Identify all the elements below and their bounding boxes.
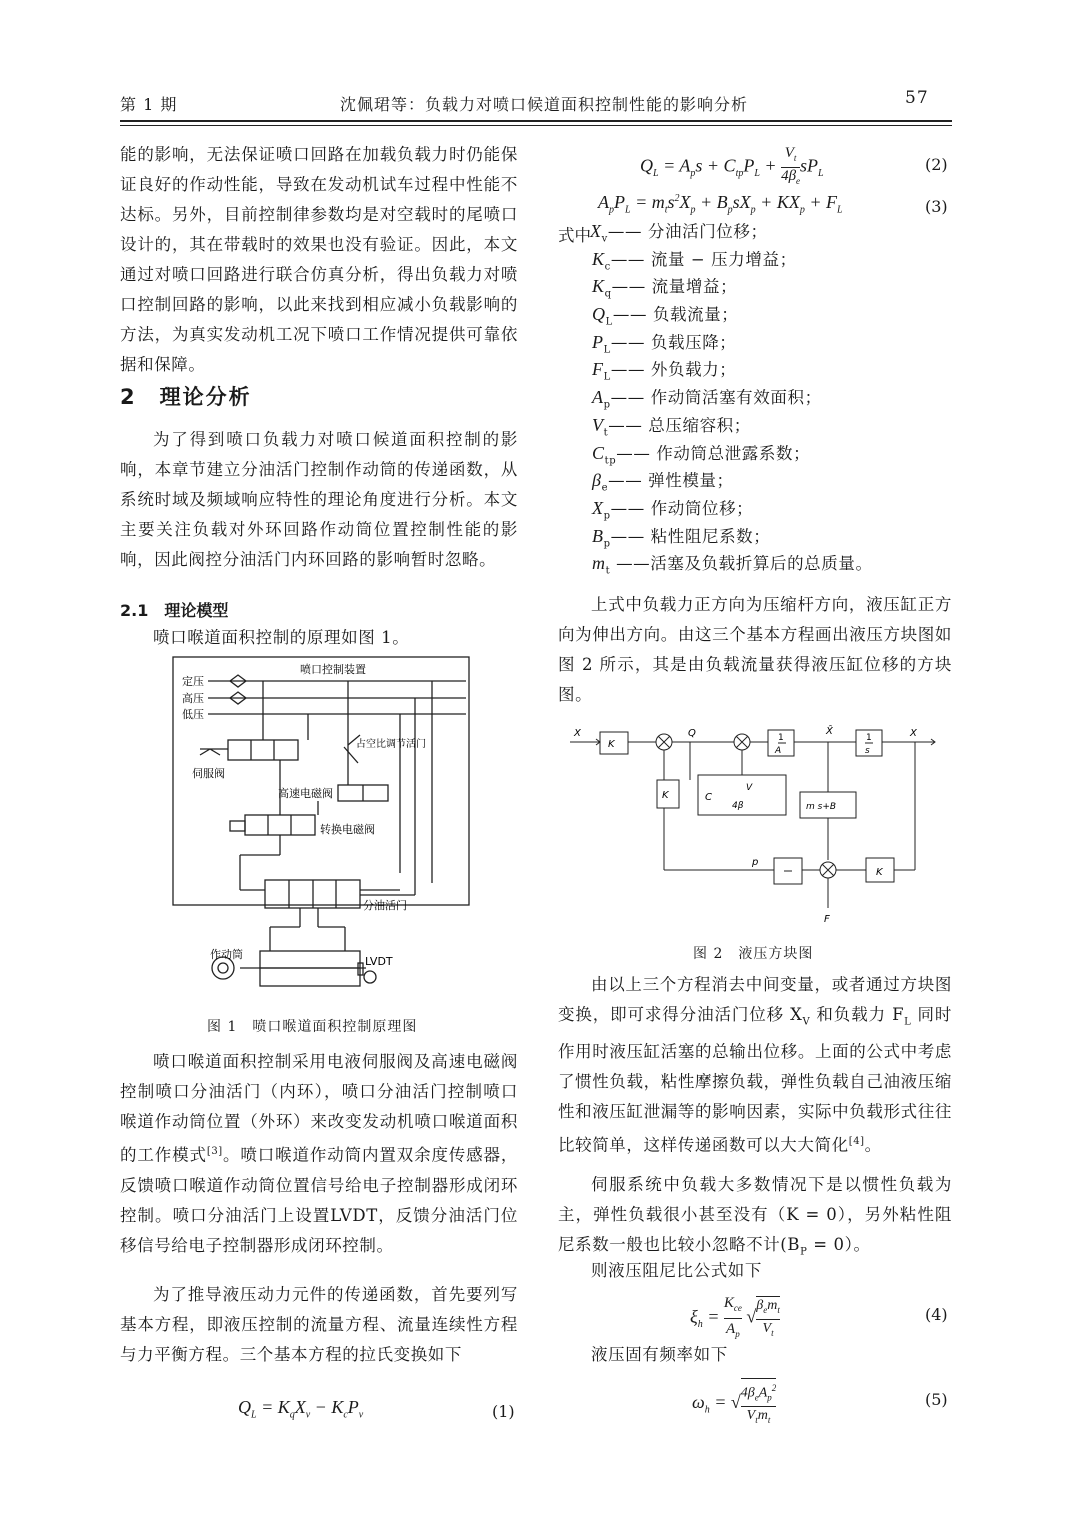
figure-1-schematic [170, 655, 475, 1005]
symbol-item [558, 523, 873, 551]
figure-2-caption: 图 2 液压方块图 [693, 946, 814, 962]
xv-label: X [574, 728, 581, 739]
equation-4-number: (4) [925, 1305, 948, 1324]
symbol-desc: —— 作动筒位移； [610, 498, 754, 518]
symbol-sub: p [603, 537, 611, 549]
equation-3-number: (3) [925, 197, 948, 216]
split-valve-label: 分油活门 [363, 899, 407, 912]
symbol: C [592, 442, 605, 463]
symbol: A [592, 387, 604, 408]
subscript: V [802, 1016, 811, 1028]
symbol-sub: p [603, 399, 611, 411]
symbol: K [592, 248, 605, 269]
symbol-desc: ——活塞及负载折算后的总质量。 [610, 554, 873, 574]
left-para-5 [120, 1280, 518, 1370]
one-s-num: 1 [866, 733, 872, 743]
pl-label: p [752, 857, 759, 868]
paragraph: 为了得到喷口负载力对喷口候道面积控制的影响，本章节建立分油活门控制作动筒的传递函数，从系统时域及频域响应特性的理论角度进行分析。本文主要关注负载对外环回路作动筒位置控制性能的影响，因此阀控分油活门内环回路的影响暂时忽略。 [120, 430, 518, 569]
header-rule-thin [120, 125, 952, 126]
symbol: Q [592, 304, 606, 325]
ctp-label: C [705, 792, 712, 803]
symbol-list [558, 218, 873, 578]
equation-1-number: (1) [492, 1402, 515, 1421]
symbol-desc: —— 负载流量； [612, 305, 739, 325]
symbol-item [558, 246, 873, 274]
paragraph-text: = 0）。 [807, 1235, 871, 1254]
running-title: 沈佩珺等：负载力对喷口候道面积控制性能的影响分析 [340, 95, 749, 114]
ms-label: m s+B [806, 802, 837, 812]
equation-2: $Q_L = A_ps + C_{tp}P_L$ + $\frac{V_t}{4\beta_e}$ $sP_L$ [640, 145, 824, 186]
right-para-7 [558, 970, 952, 1161]
equation-4: $\xi_h$ = $K_{ce}$ $A_p$ √ $\beta_em_t$ $V_t$ [690, 1293, 780, 1344]
xp-hat-label: X̂ [826, 726, 833, 737]
servo-valve-label: 伺服阀 [192, 767, 225, 780]
symbol-desc: —— 流量 − 压力增益； [610, 249, 797, 269]
paragraph [558, 970, 952, 1161]
line-label-high: 高压 [182, 692, 204, 705]
kq-label: K [608, 739, 615, 750]
one-label: 1 [778, 733, 784, 743]
paragraph-text: 喷口喉道面积控制采用电液伺服阀及高速电磁阀控制喷口分油活门（内环），喷口分油活门控制喷口喉道作动筒位置（外环）来改变发动机喷口喉道面积的工作模式 [120, 1052, 518, 1165]
symbol-item [558, 301, 873, 329]
equation-3: $A_pP_L = m_ts^2X_p + B_psX_p + KX_p + F_L$ [598, 192, 843, 216]
paragraph: 液压固有频率如下 [591, 1345, 728, 1364]
actuator-label: 作动筒 [210, 948, 243, 961]
k-label: K [876, 867, 883, 878]
s-label: s [865, 746, 870, 756]
symbol-item [558, 218, 873, 246]
figure-2-block-diagram [560, 720, 950, 930]
symbol: m [592, 553, 606, 574]
header-rule [120, 120, 952, 122]
right-para-9 [558, 1256, 952, 1286]
paragraph-text: 伺服系统中负载大多数情况下是以惯性负载为主，弹性负载很小甚至没有（K = 0），另外粘性阻尼系数一般也比较小忽略不计(B [558, 1175, 952, 1254]
symbol: V [592, 414, 604, 435]
symbol-sub: L [603, 344, 611, 356]
where-label: 式中 [558, 226, 591, 245]
kc-label: K [662, 790, 669, 801]
paragraph: 则液压阻尼比公式如下 [591, 1261, 762, 1280]
symbol-sub: v [601, 233, 608, 245]
left-para-3 [120, 623, 518, 653]
citation: [4] [848, 1136, 865, 1148]
symbol: X [590, 221, 602, 241]
symbol-desc: —— 外负载力； [610, 360, 737, 380]
symbol-desc: —— 负载压降； [610, 332, 737, 352]
left-para-1 [120, 140, 518, 380]
figure-1-caption: 图 1 喷口喉道面积控制原理图 [207, 1019, 418, 1035]
symbol-item [558, 467, 873, 495]
right-para-6 [558, 590, 952, 710]
symbol-sub: q [604, 288, 612, 300]
subscript: P [800, 1246, 808, 1258]
right-para-8 [558, 1170, 952, 1267]
symbol-desc: —— 总压缩容积； [608, 415, 751, 435]
section-heading: 2 理论分析 [120, 385, 252, 409]
paragraph: 能的影响，无法保证喷口回路在加载负载力时仍能保证良好的作动性能，导致在发动机试车过程中性能不达标。另外，目前控制律参数均是对空载时的尾喷口设计的，其在带载时的效果也没有验证。因此，本文通过对喷口回路进行联合仿真分析，得出负载力对喷口控制回路的影响，以此来找到相应减小负载影响的方法，为真实发动机工况下喷口工作情况提供可靠依据和保障。 [120, 145, 518, 374]
left-para-4 [120, 1047, 518, 1261]
symbol-sub: t [603, 427, 609, 439]
symbol-sub: t [605, 565, 611, 577]
paragraph-text: 和负载力 F [810, 1005, 905, 1024]
subscript: L [904, 1016, 912, 1028]
symbol-item [558, 273, 873, 301]
symbol-item [558, 356, 873, 384]
line-label-const: 定压 [182, 675, 204, 688]
citation: [3] [206, 1146, 223, 1157]
ap-label: A [775, 746, 782, 756]
fl-label: F [824, 914, 830, 925]
journal-issue: 第 1 期 [120, 95, 178, 114]
paragraph-text: 同时作用时液压缸活塞的总输出位移。上面的公式中考虑了惯性负载，粘性摩擦负载，弹性负载自己油液压缩性和液压缸泄漏等的影响因素，实际中负载形式往往比较简单，这样传递函数可以大大简化 [558, 1005, 953, 1155]
ql-label: Q [688, 728, 696, 739]
symbol: β [592, 470, 602, 491]
paragraph-text: 。 [864, 1135, 882, 1155]
symbol-sub: p [603, 510, 611, 522]
equation-5: $\omega_h$ = √ $4\beta_eA_p^2$ $V_tm_t$ [692, 1378, 776, 1429]
paragraph [558, 1170, 952, 1267]
symbol-desc: —— 流量增益； [611, 277, 738, 297]
pwm-valve-label: 占空比调节活门 [356, 739, 426, 750]
page-number: 57 [905, 88, 929, 108]
hs-valve-label: 高速电磁阀 [278, 787, 333, 800]
symbol-item [558, 329, 873, 357]
paragraph: 喷口喉道面积控制的原理如图 1。 [153, 628, 410, 647]
v-label: V [746, 783, 753, 793]
symbol-item [558, 550, 873, 578]
symbol-desc: —— 粘性阻尼系数； [610, 526, 771, 546]
equation-5-number: (5) [925, 1390, 948, 1409]
paragraph [120, 1047, 518, 1261]
symbol: B [592, 525, 604, 546]
symbol: K [592, 276, 605, 297]
symbol-item [558, 495, 873, 523]
symbol-desc: —— 弹性模量； [608, 471, 734, 491]
xp-label: X [910, 728, 917, 739]
symbol-item [558, 440, 873, 468]
box-title: 喷口控制装置 [300, 663, 366, 676]
symbol-sub: L [603, 371, 611, 383]
symbol-desc: —— 作动筒总泄露系数； [616, 443, 811, 463]
symbol-desc: —— 分油活门位移； [607, 222, 768, 241]
left-para-2 [120, 425, 518, 575]
right-para-10 [558, 1340, 952, 1370]
switch-valve-label: 转换电磁阀 [320, 823, 375, 836]
symbol: P [592, 331, 604, 352]
line-label-low: 低压 [182, 708, 204, 721]
symbol-sub: tp [604, 454, 617, 466]
symbol-item [558, 412, 873, 440]
symbol-item [558, 384, 873, 412]
symbol-desc: —— 作动筒活塞有效面积； [610, 388, 822, 408]
equation-2-number: (2) [925, 155, 948, 174]
equation-1: $Q_L = K_qX_v - K_cP_v$ [238, 1397, 364, 1421]
symbol-sub: c [604, 260, 611, 272]
symbol-sub: L [605, 316, 613, 328]
subsection-heading: 2.1 理论模型 [120, 601, 229, 620]
paragraph-text: 。喷口喉道作动筒内置双余度传感器，反馈喷口喉道作动筒位置信号给电子控制器形成闭环控制。喷口分油活门上设置LVDT，反馈分油活门位移信号给电子控制器形成闭环控制。 [120, 1145, 519, 1255]
four-beta-label: 4β [732, 801, 744, 811]
symbol: X [592, 497, 604, 518]
paragraph: 上式中负载力正方向为压缩杆方向，液压缸正方向为伸出方向。由这三个基本方程画出液压方块图如图 2 所示，其是由负载流量获得液压缸位移的方块图。 [558, 595, 952, 704]
paragraph: 为了推导液压动力元件的传递函数，首先要列写基本方程，即液压控制的流量方程、流量连续性方程与力平衡方程。三个基本方程的拉氏变换如下 [120, 1285, 518, 1364]
symbol-sub: e [601, 482, 609, 494]
lvdt-label: LVDT [365, 955, 393, 968]
symbol: F [592, 359, 604, 380]
control-box [173, 657, 469, 905]
paragraph-text: 由以上三个方程消去中间变量，或者通过方块图变换，即可求得分油活门位移 X [558, 975, 952, 1024]
